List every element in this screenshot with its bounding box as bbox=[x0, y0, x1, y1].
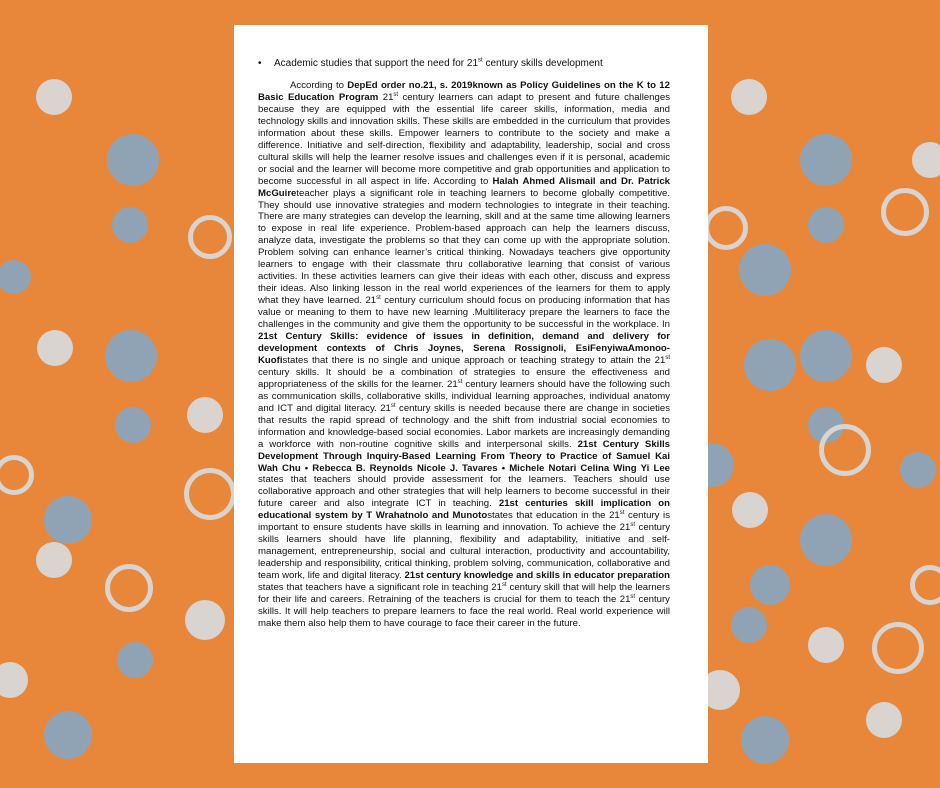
ring-decoration bbox=[910, 565, 940, 605]
superscript: st bbox=[393, 91, 399, 98]
dot-decoration bbox=[800, 330, 852, 382]
paragraph-text: century curriculum should focus on producing information that has value or meaning to them to have new learning .Multiliteracy prepare the learners to face the challenges in the community and give them the opportunity to be successful in the workplace. In bbox=[258, 295, 670, 331]
dot-decoration bbox=[187, 397, 223, 433]
citation-text: 21st Century Skills: evidence of issues in definition, demand and delivery for development contexts of Chris Joynes, Serena Rossignoli, EsiFenyiwaAmonoo-Kuofi bbox=[258, 331, 670, 366]
ring-decoration bbox=[704, 206, 748, 250]
paragraph-text: 21 bbox=[378, 91, 394, 103]
citation-text: Halah Ahmed Alismail and Dr. Patrick McGuire bbox=[258, 175, 670, 199]
superscript: st bbox=[630, 593, 636, 600]
document-page bbox=[234, 25, 708, 763]
ring-decoration bbox=[184, 468, 236, 520]
dot-decoration bbox=[800, 514, 852, 566]
ring-decoration bbox=[188, 215, 232, 259]
dot-decoration bbox=[185, 600, 225, 640]
dot-decoration bbox=[37, 330, 73, 366]
paragraph-text: states that education in the 21 bbox=[487, 510, 620, 522]
superscript: st bbox=[630, 522, 635, 529]
citation-text: DepEd order no.21, s. 2019known as Policy Guidelines on the K to 12 Basic Education Program bbox=[258, 80, 670, 103]
dot-decoration bbox=[808, 207, 844, 243]
superscript: st bbox=[390, 402, 396, 409]
dot-decoration bbox=[912, 142, 940, 178]
paragraph-text: According to bbox=[290, 80, 348, 91]
dot-decoration bbox=[112, 207, 148, 243]
dot-decoration bbox=[800, 134, 852, 186]
dot-decoration bbox=[866, 347, 902, 383]
paragraph-text: teacher plays a significant role in teaching learners to become globally competitive. They should use innovative strategies and modern technologies to integrate in their teaching. There are many strategies can develop the learning, skill and at the same time allowing learners to expose in real life experience. Problem-based approach can help the learners discuss, analyze data, investigate the problems so that they can come up with the appropriate solution. Problem solving can enhance learner’s critical thinking. Nowadays teachers give opportunity learners to engage with their classmate thru collaborative learning that consist of various activities. In these activities learners can give their ideas with each other, discuss and express their ideas. Also linking lesson in the real world experiences of the learners for them to apply what they have learned. 21 bbox=[258, 187, 670, 307]
paragraph-text: century skills is needed because there are change in societies that results the rapid spread of technology and the shift from industrial social economies to information and knowledge-based social economies. Labor markets are increasingly demanding a workforce with non-routine cognitive skills and interpersonal skills. bbox=[258, 402, 670, 450]
paragraph-text: century skill that will help the learners for their life and careers. Retraining of the teachers is crucial for them to teach the 21 bbox=[258, 582, 670, 605]
dot-decoration bbox=[44, 711, 92, 759]
dot-decoration bbox=[731, 79, 767, 115]
dot-decoration bbox=[115, 407, 151, 443]
dot-decoration bbox=[731, 607, 767, 643]
paragraph-text: century learners should have the following such as communication skills, collaborative skills, individual learning approaches, individual anatomy and ICT and digital literacy. 21 bbox=[258, 378, 670, 414]
paragraph-text: century is important to ensure students have skills in learning and innovation. To achieve the 21 bbox=[258, 510, 670, 534]
superscript: st bbox=[501, 581, 507, 588]
paragraph-text: century skills learners should have life planning, flexibility and adaptability, initiative and self-management, entrepreneurship, social and cultural interaction, productivity and accountability, leadership and responsibility, critical thinking, problem solving, communication, collaborative and team work, life and digital literacy. bbox=[258, 522, 670, 582]
superscript: st bbox=[619, 510, 625, 517]
body-paragraph bbox=[258, 80, 670, 630]
dot-decoration bbox=[105, 330, 157, 382]
dot-decoration bbox=[741, 716, 789, 764]
ring-decoration bbox=[819, 424, 871, 476]
citation-text: 21st Century Skills Development Through Inquiry-Based Learning From Theory to Practice of Samuel Kai Wah Chu • Rebecca B. Reynolds Nicole J. Tavares • Michele Notari Celina Wing Yi Lee bbox=[258, 438, 670, 474]
dot-decoration bbox=[900, 452, 936, 488]
ring-decoration bbox=[881, 188, 929, 236]
superscript: st bbox=[376, 294, 381, 301]
ring-decoration bbox=[105, 564, 153, 612]
paragraph-text: century skills. It will help teachers to prepare learners to face the real world. Real world experience will make them also help them to have courage to face their career in the future. bbox=[258, 593, 670, 629]
dot-decoration bbox=[750, 565, 790, 605]
dot-decoration bbox=[107, 134, 159, 186]
ring-decoration bbox=[0, 455, 34, 495]
ring-decoration bbox=[872, 622, 924, 674]
dot-decoration bbox=[808, 627, 844, 663]
dot-decoration bbox=[117, 642, 153, 678]
paragraph-text: states that teachers should provide assessment for the learners. Teachers should use collaborative approach and other strategies that will help learners to become successful in their future career and also integrate ICT in teaching. bbox=[258, 474, 670, 510]
citation-text: 21st centuries skill implication on educational system by T Wrahatnolo and Munoto bbox=[258, 498, 670, 522]
paragraph-text: century learners can adapt to present and future challenges because they are equipped with the essential life career skills, information, media and technology skills and innovation skills. These skills are embedded in the curriculum that provides information about these skills. Empower learners to contribute to the society and make a difference. Initiative and self-direction, flexibility and adaptability, leadership, social and cross cultural skills will help the learner resolve issues and challenges even if it is personal, academic or social and the learner will become more competitive and grab opportunities and application to become successful in all aspect in life. According to bbox=[258, 91, 670, 187]
dot-decoration bbox=[0, 662, 28, 698]
heading-text: Academic studies that support the need for 21st century skills development bbox=[274, 57, 603, 69]
dot-decoration bbox=[744, 339, 796, 391]
paragraph-text: states that teachers have a significant role in teaching 21 bbox=[258, 582, 502, 594]
superscript: st bbox=[665, 354, 670, 361]
section-heading bbox=[258, 58, 670, 70]
bullet-icon: • bbox=[258, 58, 262, 69]
dot-decoration bbox=[866, 702, 902, 738]
paragraph-text: century skills. It should be a combination of strategies to ensure the effectiveness and appropriateness of the skills for the learner. 21 bbox=[258, 366, 670, 390]
dot-decoration bbox=[732, 492, 768, 528]
dot-decoration bbox=[44, 496, 92, 544]
superscript: st bbox=[457, 378, 463, 385]
dot-decoration bbox=[739, 244, 791, 296]
dot-decoration bbox=[36, 542, 72, 578]
paragraph-text: states that there is no single and unique approach or teaching strategy to attain the 21 bbox=[282, 354, 666, 366]
dot-decoration bbox=[36, 79, 72, 115]
dot-decoration bbox=[0, 260, 31, 294]
citation-text: 21st century knowledge and skills in educator preparation bbox=[404, 570, 671, 582]
